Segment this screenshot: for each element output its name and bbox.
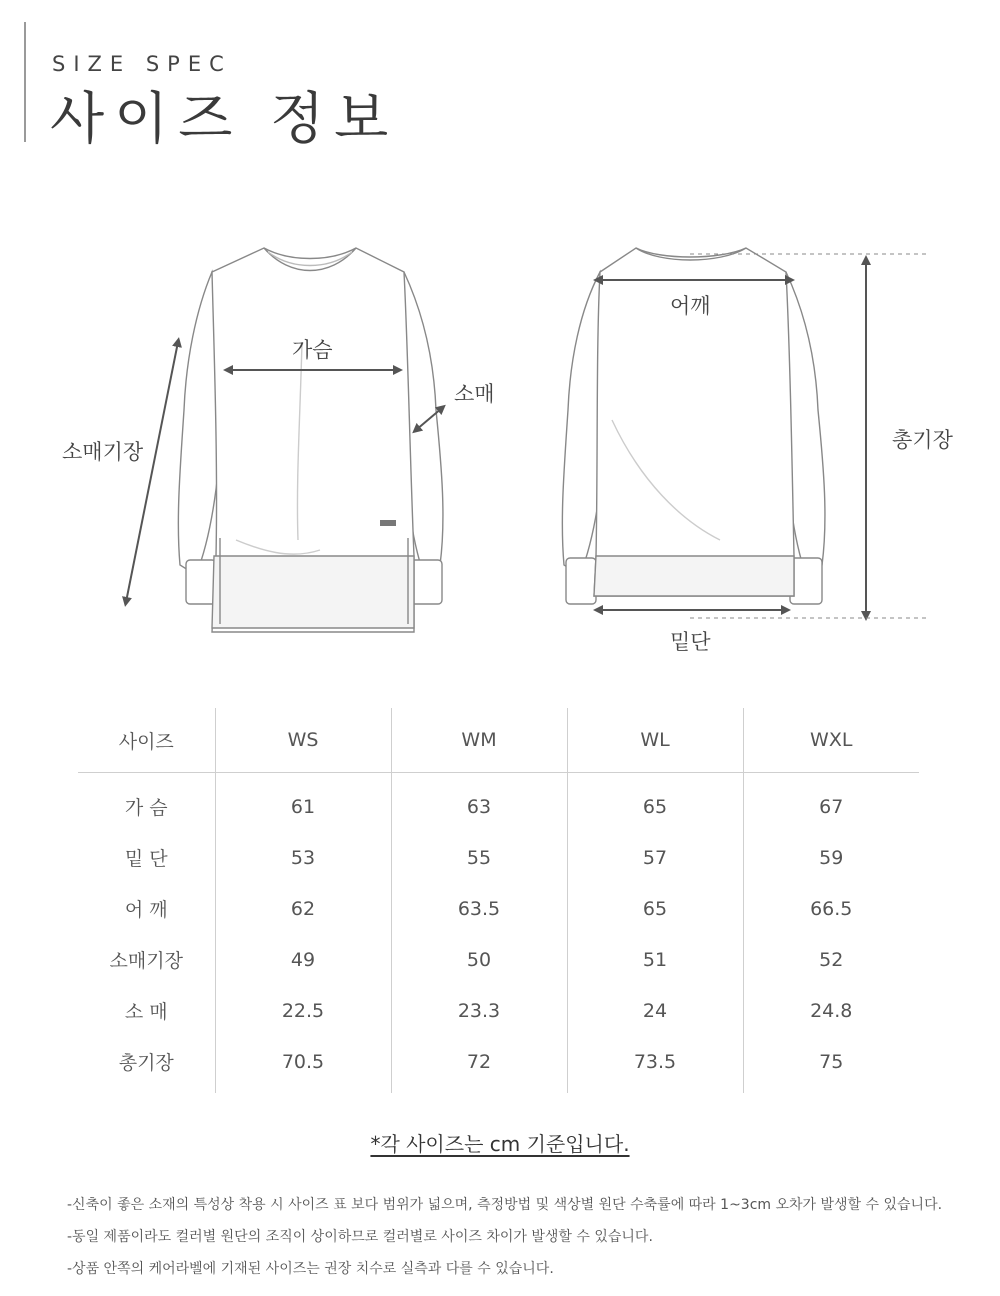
cell-value: 72 [391,1036,567,1093]
label-total-length: 총기장 [892,428,953,452]
cell-value: 65 [567,883,743,934]
cell-value: 55 [391,832,567,883]
cell-value: 52 [743,934,919,985]
cell-value: 63 [391,773,567,833]
cell-value: 49 [215,934,391,985]
size-table [78,708,919,1093]
label-chest: 가슴 [292,338,333,362]
table-row [78,1036,919,1093]
row-label: 어 깨 [124,899,168,921]
garment-diagram [0,220,1000,670]
cell-value: 57 [567,832,743,883]
front-sweatshirt [178,248,443,632]
header-wxl: WXL [743,708,919,773]
row-label: 밑 단 [124,848,168,870]
disclaimer-line: -신축이 좋은 소재의 특성상 착용 시 사이즈 표 보다 범위가 넓으며, 측정방법 및 색상별 원단 수축률에 따라 1~3cm 오차가 발생할 수 있습니다. [67,1197,943,1213]
cell-value: 22.5 [215,985,391,1036]
row-label: 가 슴 [124,797,168,819]
label-sleeve: 소매 [454,382,495,406]
cell-value: 67 [743,773,919,833]
label-sleeve-length: 소매기장 [62,440,144,464]
cell-value: 70.5 [215,1036,391,1093]
cell-value: 59 [743,832,919,883]
row-label: 소 매 [124,1001,168,1023]
header-wl: WL [567,708,743,773]
label-shoulder: 어깨 [670,294,711,318]
cell-value: 66.5 [743,883,919,934]
table-row [78,985,919,1036]
row-label: 소매기장 [109,950,183,972]
header-ws: WS [215,708,391,773]
header-size: 사이즈 [118,730,174,753]
header-accent-bar [24,22,26,142]
page-title: 사이즈 정보 [50,87,399,152]
cell-value: 63.5 [391,883,567,934]
cell-value: 23.3 [391,985,567,1036]
cell-value: 65 [567,773,743,833]
table-row [78,934,919,985]
table-row [78,773,919,833]
cell-value: 73.5 [567,1036,743,1093]
cell-value: 75 [743,1036,919,1093]
cell-value: 24 [567,985,743,1036]
disclaimer-line: -상품 안쪽의 케어라벨에 기재된 사이즈는 권장 치수로 실측과 다를 수 있습니다. [67,1261,554,1277]
table-row [78,883,919,934]
table-header-row [78,708,919,773]
header-wm: WM [391,708,567,773]
disclaimer-line: -동일 제품이라도 컬러별 원단의 조직이 상이하므로 컬러별로 사이즈 차이가 발생할 수 있습니다. [67,1229,653,1245]
cell-value: 62 [215,883,391,934]
label-hem: 밑단 [670,630,711,654]
cell-value: 61 [215,773,391,833]
unit-note: *각 사이즈는 cm 기준입니다. [370,1132,630,1156]
cell-value: 53 [215,832,391,883]
row-label: 총기장 [118,1052,174,1074]
section-subtitle: SIZE SPEC [52,52,232,76]
sleeve-length-arrow [126,342,178,602]
cell-value: 24.8 [743,985,919,1036]
cell-value: 50 [391,934,567,985]
table-row [78,832,919,883]
cell-value: 51 [567,934,743,985]
